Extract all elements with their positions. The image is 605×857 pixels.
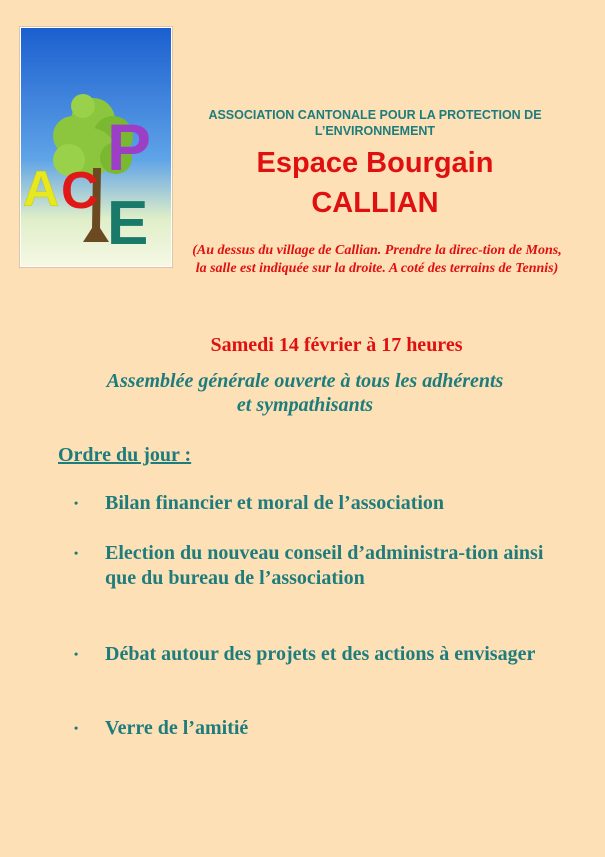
agenda-item-text: Bilan financier et moral de l’association xyxy=(105,492,445,514)
acpe-logo xyxy=(20,27,172,267)
venue-title: Espace Bourgain xyxy=(256,147,494,179)
bullet-icon: • xyxy=(74,647,79,661)
logo-letter-e: E xyxy=(107,189,149,258)
agenda-item-text: Débat autour des projets et des actions à envisager xyxy=(105,643,536,665)
agenda-item-text: Verre de l’amitié xyxy=(105,717,249,739)
event-date: Samedi 14 février à 17 heures xyxy=(210,334,463,356)
agenda-item xyxy=(74,491,544,516)
bullet-icon: • xyxy=(74,546,79,560)
logo-letter-p: P xyxy=(107,110,152,184)
assembly-description: Assemblée générale ouverte à tous les adhérents et sympathisants xyxy=(106,370,504,416)
bullet-icon: • xyxy=(74,496,79,510)
agenda-item-text: Election du nouveau conseil d’administra-tion ainsi que du bureau de l’association xyxy=(105,542,544,589)
venue-city: CALLIAN xyxy=(311,187,439,219)
agenda-heading: Ordre du jour : xyxy=(58,444,192,466)
organization-name: ASSOCIATION CANTONALE POUR LA PROTECTION DE L’ENVIRONNEMENT xyxy=(208,108,542,138)
agenda-item xyxy=(74,716,544,741)
bullet-icon: • xyxy=(74,721,79,735)
agenda-item xyxy=(74,642,544,667)
logo-letter-a: A xyxy=(23,161,60,217)
venue-directions: (Au dessus du village de Callian. Prendre la direc-tion de Mons, la salle est indiquée sur la droite. A coté des terrains de Tennis) xyxy=(192,243,562,276)
logo-letter-c: C xyxy=(61,162,99,220)
agenda-item xyxy=(74,541,544,591)
